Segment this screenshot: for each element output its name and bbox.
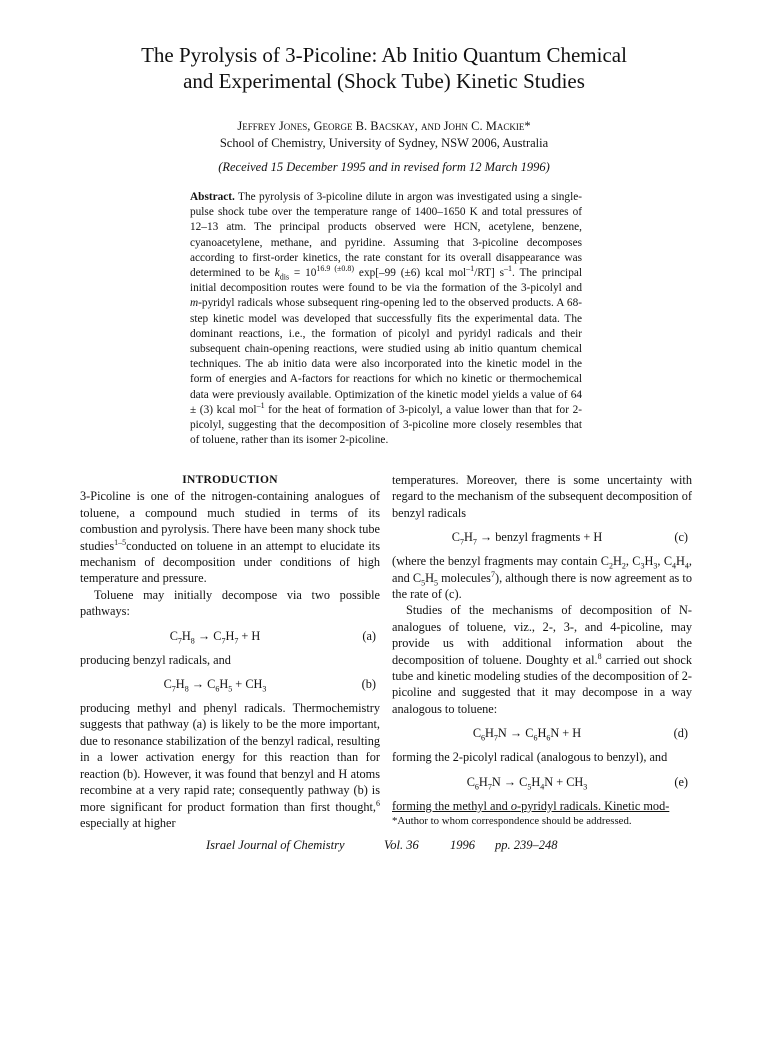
- footer-volume: Vol. 36: [384, 838, 419, 852]
- rate-subscript: dis: [279, 272, 290, 282]
- unit-exponent: –1: [466, 264, 475, 274]
- author-block: [0, 118, 768, 152]
- equation-e: $C_6H_7N \to C_5H_4N + CH_3$ (e): [466, 774, 688, 792]
- equation-a: $C_7H_8 \to C_7H_7 + H$ (a): [169, 628, 376, 646]
- citation: 8: [597, 651, 602, 661]
- abstract-text: -pyridyl radicals whose subsequent ring-opening led to the observed products. A 68-step kinetic model was developed that successfully fits the experimental data. The dominant reactions, i.e., the formation of picolyl and pyridyl radicals and their subsequent chain-opening reactions, were studied using ab initio quantum chemical techniques. The ab initio data were also incorporated into the kinetic model in the form of energies and A-factors for reactions for which no kinetic or thermochemical data were previously available. Optimization of the kinetic model yields a value of 64 ± (3) kcal mol: [190, 297, 582, 416]
- received-dates: (Received 15 December 1995 and in revised form 12 March 1996): [218, 160, 550, 174]
- paragraph: producing benzyl radicals, and: [80, 652, 231, 667]
- paragraph: temperatures. Moreover, there is some uncertainty with regard to the mechanism of the subsequent decomposition of benzyl radicals: [392, 473, 692, 520]
- footnote: *Author to whom correspondence should be addressed.: [392, 815, 632, 828]
- equation-label: (d): [673, 726, 688, 741]
- authors: Jeffrey Jones, George B. Bacskay, and John C. Mackie*: [237, 119, 531, 133]
- abstract-label: Abstract.: [190, 191, 235, 203]
- abstract-text: /RT] s: [474, 267, 505, 280]
- paragraph: forming the methyl and o-pyridyl radicals. Kinetic mod-: [392, 798, 670, 813]
- right-column: [392, 472, 692, 828]
- paragraph: 3-Picoline is one of the nitrogen-containing analogues of toluene, a compound much studied in terms of its combustion and pyrolysis. There have been many shock tube studies$^{1-5}$conducted on toluene in an attempt to elucidate its mechanism of decomposition under conditions of high temperature and pressure.: [80, 489, 380, 586]
- citation: 6: [376, 798, 380, 808]
- footer-journal: Israel Journal of Chemistry: [206, 838, 345, 852]
- equation-label: (a): [362, 628, 376, 643]
- abstract: [190, 190, 582, 448]
- unit-exponent: –1: [504, 264, 513, 274]
- equation-b: $C_7H_8 \to C_6H_5 + CH_3$ (b): [163, 677, 376, 694]
- paper-title: [0, 42, 768, 94]
- rate-symbol: k: [274, 267, 280, 280]
- citation: 7: [490, 569, 495, 579]
- title-line-2: and Experimental (Shock Tube) Kinetic Studies: [183, 69, 585, 93]
- abstract-italic: m: [190, 297, 199, 310]
- equation-label: (b): [361, 677, 376, 692]
- abstract-text: for the heat of formation of 3-picolyl, a value lower than that for 2-picolyl, suggesting that the decomposition of 3-picoline more closely resembles that of toluene, rather than its isomer 2-picoline.: [190, 403, 582, 447]
- footer-pages: pp. 239–248: [495, 838, 558, 852]
- affiliation: School of Chemistry, University of Sydney, NSW 2006, Australia: [219, 136, 549, 150]
- left-column: [80, 472, 380, 831]
- equation-d: $C_6H_7N \to C_6H_6N + H$ (d): [472, 726, 688, 743]
- section-heading-introduction: INTRODUCTION: [182, 474, 278, 486]
- paragraph: Studies of the mechanisms of decomposition of N-analogues of toluene, viz., 2-, 3-, and 4-picoline, may provide us with additional information about the decomposition of toluene. Doughty et al.$^8$ carried out shock tube and kinetic modeling studies of the decomposition of 2-picoline and suggested that it may decompose in a way analogous to toluene:: [392, 603, 692, 716]
- citation: 1–5: [114, 537, 127, 547]
- abstract-text: exp[–99 (±6) kcal mol: [354, 267, 467, 280]
- abstract-text: The pyrolysis of 3-picoline dilute in argon was investigated using a single-pulse shock tube over the temperature range of 1400–1650 K and total pressures of 12–13 atm. The principal products observed were HCN, acetylene, benzene, cyanoacetylene, methane, and pyridine. Assuming that 3-picoline decomposes according to first-order kinetics, the rate constant for its overall disappearance was determined to be: [190, 191, 582, 280]
- title-line-1: The Pyrolysis of 3-Picoline: Ab Initio Quantum Chemical: [141, 43, 627, 67]
- equation-c: $C_7H_7$ → benzyl fragments + H (c): [451, 530, 688, 547]
- abstract-text: = 10: [289, 267, 317, 280]
- paragraph: producing methyl and phenyl radicals. Thermochemistry suggests that pathway (a) is likely to be the more important, due to resonance stabilization of the benzyl radical, resulting in a lower activation energy for this reaction than for reaction (b). However, it was found that benzyl and H atoms recombine at a very rapid rate; consequently pathway (b) is more significant for product formation than first thought,$^6$ especially at higher: [80, 701, 380, 830]
- equation-label: (c): [674, 530, 688, 545]
- rate-exponent: 16.9 (±0.8): [316, 264, 355, 274]
- paragraph: Toluene may initially decompose via two possible pathways:: [80, 587, 380, 619]
- equation-label: (e): [674, 774, 688, 789]
- abstract-text: . The principal initial decomposition routes were found to be via the formation of the 3-picolyl and: [190, 267, 582, 295]
- unit-exponent: –1: [256, 401, 265, 411]
- footer-year: 1996: [450, 838, 475, 852]
- paragraph: (where the benzyl fragments may contain $C_2H_2$, $C_3H_3$, $C_4H_4$, and $C_5H_5$ molecules$^7$), although there is now agreement as to the rate of (c).: [392, 554, 692, 602]
- paragraph: forming the 2-picolyl radical (analogous to benzyl), and: [392, 750, 668, 765]
